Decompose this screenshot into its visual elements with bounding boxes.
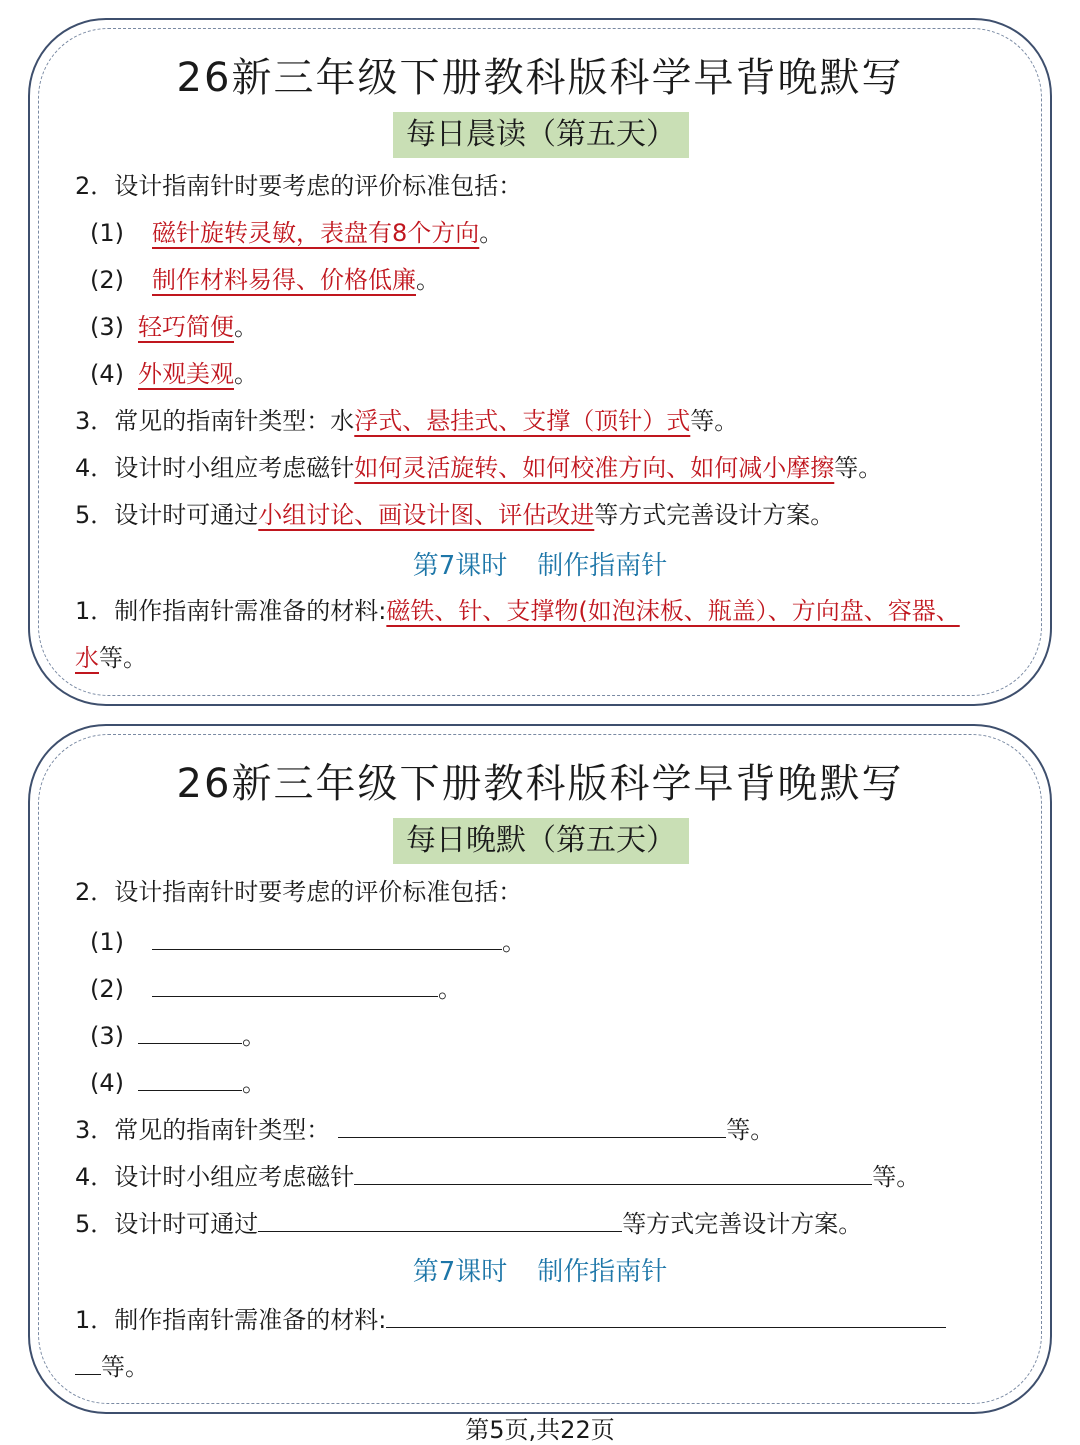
answer-text: 磁铁、针、支撑物(如泡沫板、瓶盖）、方向盘、容器、 bbox=[386, 597, 960, 625]
q2-item-3 bbox=[90, 311, 258, 343]
item-index: (3) bbox=[90, 1022, 124, 1050]
item-end: 。 bbox=[416, 266, 440, 294]
subtitle-badge: 每日晚默（第五天） bbox=[393, 818, 689, 864]
item-index: (3) bbox=[90, 313, 124, 341]
item-index: (2) bbox=[90, 266, 124, 294]
lesson-topic: 制作指南针 bbox=[537, 551, 668, 581]
question-prefix: 3．常见的指南针类型：水 bbox=[75, 407, 355, 435]
question-4 bbox=[75, 1158, 920, 1193]
q2-item-2 bbox=[90, 264, 440, 296]
page-footer: 第5页,共22页 bbox=[465, 1416, 615, 1444]
question-suffix: 等。 bbox=[101, 1353, 149, 1381]
item-index: (1) bbox=[90, 219, 124, 247]
question-suffix: 等。 bbox=[872, 1163, 921, 1191]
answer-text: 小组讨论、画设计图、评估改进 bbox=[258, 501, 595, 529]
question-2-label: 2．设计指南针时要考虑的评价标准包括： bbox=[75, 878, 523, 906]
lesson-heading bbox=[30, 545, 1050, 582]
question-suffix: 等。 bbox=[99, 644, 147, 672]
question-suffix: 等方式完善设计方案。 bbox=[594, 501, 835, 529]
item-index: (4) bbox=[90, 1069, 124, 1097]
blank-line[interactable] bbox=[152, 970, 438, 997]
section-question-1 bbox=[75, 1301, 946, 1336]
blank-line[interactable] bbox=[75, 1348, 101, 1375]
question-3 bbox=[75, 405, 738, 437]
question-3 bbox=[75, 1111, 774, 1146]
item-index: (1) bbox=[90, 928, 124, 956]
question-prefix: 3．常见的指南针类型： bbox=[75, 1116, 331, 1144]
item-index: (4) bbox=[90, 360, 124, 388]
lesson-number: 第7课时 bbox=[412, 1257, 508, 1287]
blank-line[interactable] bbox=[138, 1064, 242, 1091]
lesson-heading bbox=[30, 1251, 1050, 1288]
blank-line[interactable] bbox=[138, 1017, 242, 1044]
lesson-topic: 制作指南针 bbox=[537, 1257, 668, 1287]
question-suffix: 等。 bbox=[834, 454, 883, 482]
answer-text: 制作材料易得、价格低廉 bbox=[152, 266, 416, 294]
q2-item-3 bbox=[90, 1017, 266, 1052]
question-2-label: 2．设计指南针时要考虑的评价标准包括： bbox=[75, 172, 523, 200]
question-5 bbox=[75, 1205, 862, 1240]
page-title: 26新三年级下册教科版科学早背晚默写 bbox=[176, 55, 904, 101]
answer-text: 如何灵活旋转、如何校准方向、如何减小摩擦 bbox=[354, 454, 835, 482]
q2-item-4 bbox=[90, 1064, 266, 1099]
answer-text: 外观美观 bbox=[138, 360, 234, 388]
answer-text: 水 bbox=[75, 644, 99, 672]
q2-item-1 bbox=[90, 217, 503, 249]
blank-line[interactable] bbox=[386, 1301, 946, 1328]
question-prefix: 1．制作指南针需准备的材料: bbox=[75, 1306, 387, 1334]
question-prefix: 4．设计时小组应考虑磁针 bbox=[75, 454, 355, 482]
answer-text: 磁针旋转灵敏，表盘有8个方向 bbox=[152, 219, 480, 247]
page-title: 26新三年级下册教科版科学早背晚默写 bbox=[176, 761, 904, 807]
blank-line[interactable] bbox=[338, 1111, 726, 1138]
item-end: 。 bbox=[242, 1022, 266, 1050]
question-suffix: 等。 bbox=[726, 1116, 775, 1144]
question-4 bbox=[75, 452, 882, 484]
answer-text: 浮式、悬挂式、支撑（顶针）式 bbox=[354, 407, 691, 435]
morning-card bbox=[28, 18, 1052, 706]
subtitle-badge: 每日晨读（第五天） bbox=[393, 112, 689, 158]
question-5 bbox=[75, 499, 834, 531]
item-end: 。 bbox=[242, 1069, 266, 1097]
section-question-1-cont bbox=[75, 1348, 149, 1383]
question-prefix: 5．设计时可通过 bbox=[75, 501, 259, 529]
question-suffix: 等方式完善设计方案。 bbox=[622, 1210, 863, 1238]
answer-text: 轻巧简便 bbox=[138, 313, 234, 341]
item-index: (2) bbox=[90, 975, 124, 1003]
question-prefix: 4．设计时小组应考虑磁针 bbox=[75, 1163, 355, 1191]
section-question-1-cont bbox=[75, 642, 147, 674]
item-end: 。 bbox=[234, 360, 258, 388]
q2-item-4 bbox=[90, 358, 258, 390]
question-prefix: 1．制作指南针需准备的材料: bbox=[75, 597, 387, 625]
section-question-1 bbox=[75, 595, 960, 627]
blank-line[interactable] bbox=[258, 1205, 622, 1232]
q2-item-2 bbox=[90, 970, 462, 1005]
q2-item-1 bbox=[90, 923, 526, 958]
question-suffix: 等。 bbox=[690, 407, 739, 435]
question-prefix: 5．设计时可通过 bbox=[75, 1210, 259, 1238]
item-end: 。 bbox=[479, 219, 504, 247]
item-end: 。 bbox=[234, 313, 258, 341]
blank-line[interactable] bbox=[152, 923, 502, 950]
item-end: 。 bbox=[438, 975, 462, 1003]
blank-line[interactable] bbox=[354, 1158, 872, 1185]
lesson-number: 第7课时 bbox=[412, 551, 508, 581]
item-end: 。 bbox=[502, 928, 526, 956]
evening-card bbox=[28, 724, 1052, 1414]
